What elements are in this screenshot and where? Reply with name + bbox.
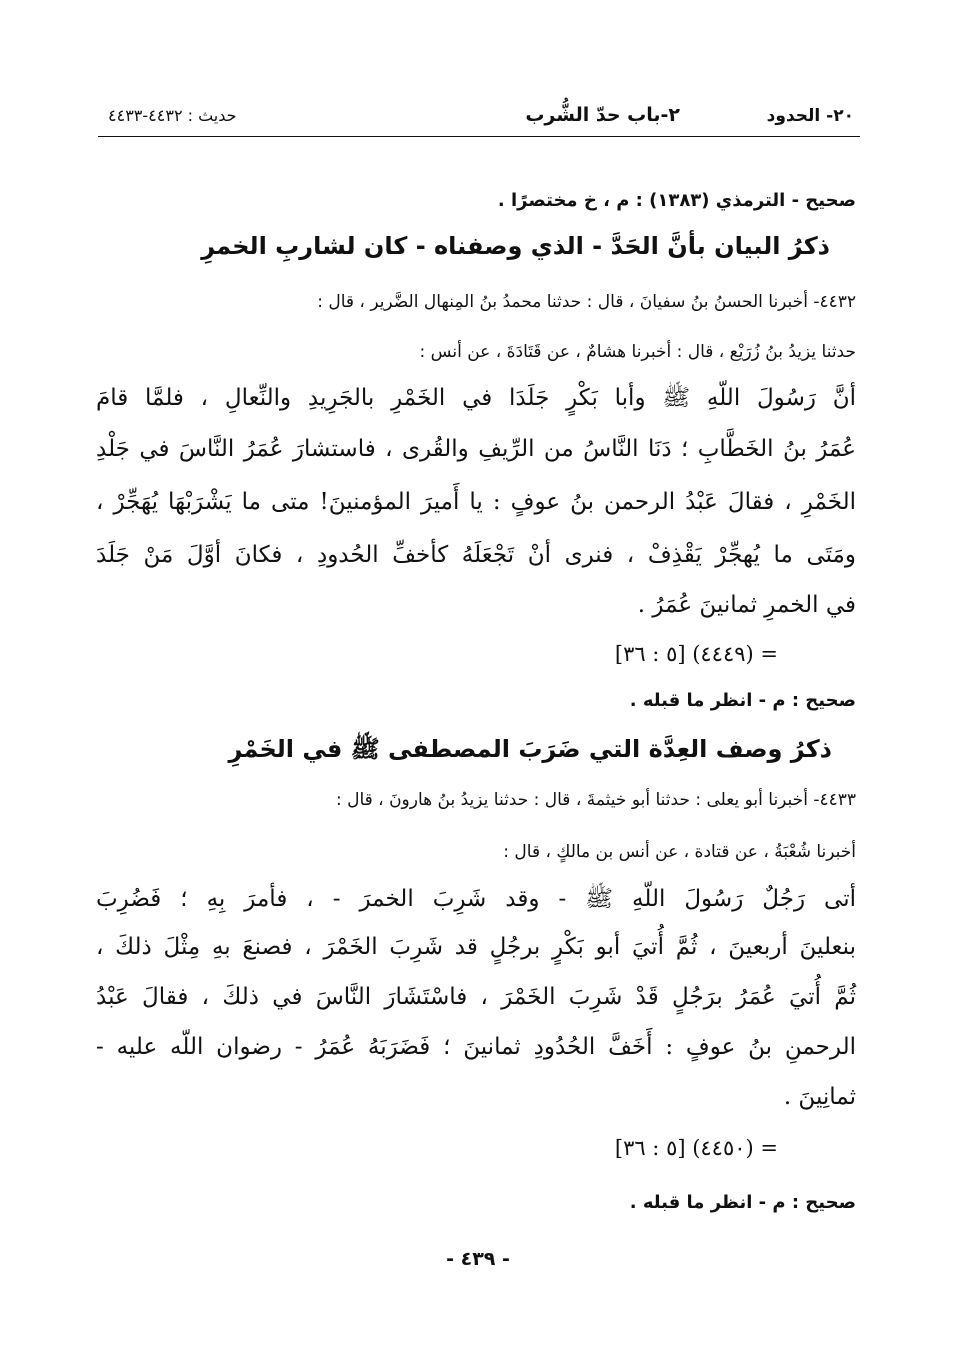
matn-line: ومَتَى ما يُهجِّرْ يَقْذِفْ ، فنرى أنْ تَجْعَلَهُ كأخفِّ الحُدودِ ، فكانَ أوَّلَ مَنْ جَلَدَ xyxy=(96,542,856,568)
isnad-line: أخبرنا شُعْبَةُ ، عن قتادة ، عن أنس بن مالكٍ ، قال : xyxy=(503,842,856,862)
grade-line: صحيح : م - انظر ما قبله . xyxy=(629,1192,856,1213)
matn-line: أتى رَجُلٌ رَسُولَ اللّهِ ﷺ - وقد شَرِبَ الخمرَ - ، فأمرَ بِهِ ؛ فَضُرِبَ xyxy=(96,886,856,912)
section-title: ذكرُ البيان بأنَّ الحَدَّ - الذي وصفناه - كان لشاربِ الخمرِ xyxy=(201,232,830,260)
matn-line: ثُمَّ أُتيَ عُمَرُ برَجُلٍ قَدْ شَرِبَ الخَمْرَ ، فاسْتَشَارَ النَّاسَ في ذلكَ ، فقالَ عَبْدُ xyxy=(96,984,856,1010)
isnad-line: حدثنا يزيدُ بنُ زُرَيْع ، قال : أخبرنا هشامٌ ، عن قَتَادَةَ ، عن أنس : xyxy=(419,342,856,362)
matn-line: أنَّ رَسُولَ اللّهِ ﷺ وأبا بَكْرٍ جَلَدَا في الخَمْرِ بالجَرِيدِ والنِّعالِ ، فلمَّا قامَ xyxy=(96,385,856,411)
running-header xyxy=(98,100,860,137)
matn-line: ثمانِينَ . xyxy=(783,1084,856,1110)
isnad-line: ٤٤٣٢- أخبرنا الحسنُ بنُ سفيانَ ، قال : حدثنا محمدُ بنُ المِنهال الضَّرير ، قال : xyxy=(317,292,856,312)
matn-line: بنعلينَ أربعينَ ، ثُمَّ أُتيَ أبو بَكْرٍ برجُلٍ قد شَرِبَ الخَمْرَ ، فصنعَ بهِ مِثْلَ ذلكَ ، xyxy=(96,934,856,960)
grade-line: صحيح - الترمذي (١٣٨٣) : م ، خ مختصرًا . xyxy=(497,190,856,211)
grade-line: صحيح : م - انظر ما قبله . xyxy=(629,690,856,711)
header-hadith-range: حديث : ٤٤٣٢-٤٤٣٣ xyxy=(108,106,237,125)
page-number: - ٤٣٩ - xyxy=(446,1248,510,1270)
matn-line: في الخمرِ ثمانينَ عُمَرُ . xyxy=(637,592,856,618)
isnad-line: ٤٤٣٣- أخبرنا أبو يعلى : حدثنا أبو خيثمةَ ، قال : حدثنا يزيدُ بنُ هارونَ ، قال : xyxy=(335,790,856,810)
cross-reference: = (٤٤٥٠) [٥ : ٣٦] xyxy=(614,1136,778,1160)
matn-line: الرحمنِ بنُ عوفٍ : أَخَفَّ الحُدُودِ ثمانينَ ؛ فَضَرَبَهُ عُمَرُ - رضوان اللّه عليه - xyxy=(96,1034,856,1060)
matn-line: الخَمْرِ ، فقالَ عَبْدُ الرحمن بنُ عوفٍ : يا أَميرَ المؤمنينَ! متى ما يَشْرَبْهَا يُهَجِّرْ ، xyxy=(96,489,856,515)
header-chapter-title: ٢-باب حدّ الشُّرب xyxy=(525,104,680,126)
section-title: ذكرُ وصف العِدَّة التي ضَرَبَ المصطفى ﷺ في الخَمْرِ xyxy=(228,735,832,763)
cross-reference: = (٤٤٤٩) [٥ : ٣٦] xyxy=(614,642,778,666)
header-book-title: ٢٠- الحدود xyxy=(766,106,854,126)
matn-line: عُمَرُ بنُ الخَطَّابِ ؛ دَنَا النَّاسُ من الرِّيفِ والقُرى ، فاستشارَ عُمَرُ النَّاسَ في جَلْدِ xyxy=(96,436,856,462)
